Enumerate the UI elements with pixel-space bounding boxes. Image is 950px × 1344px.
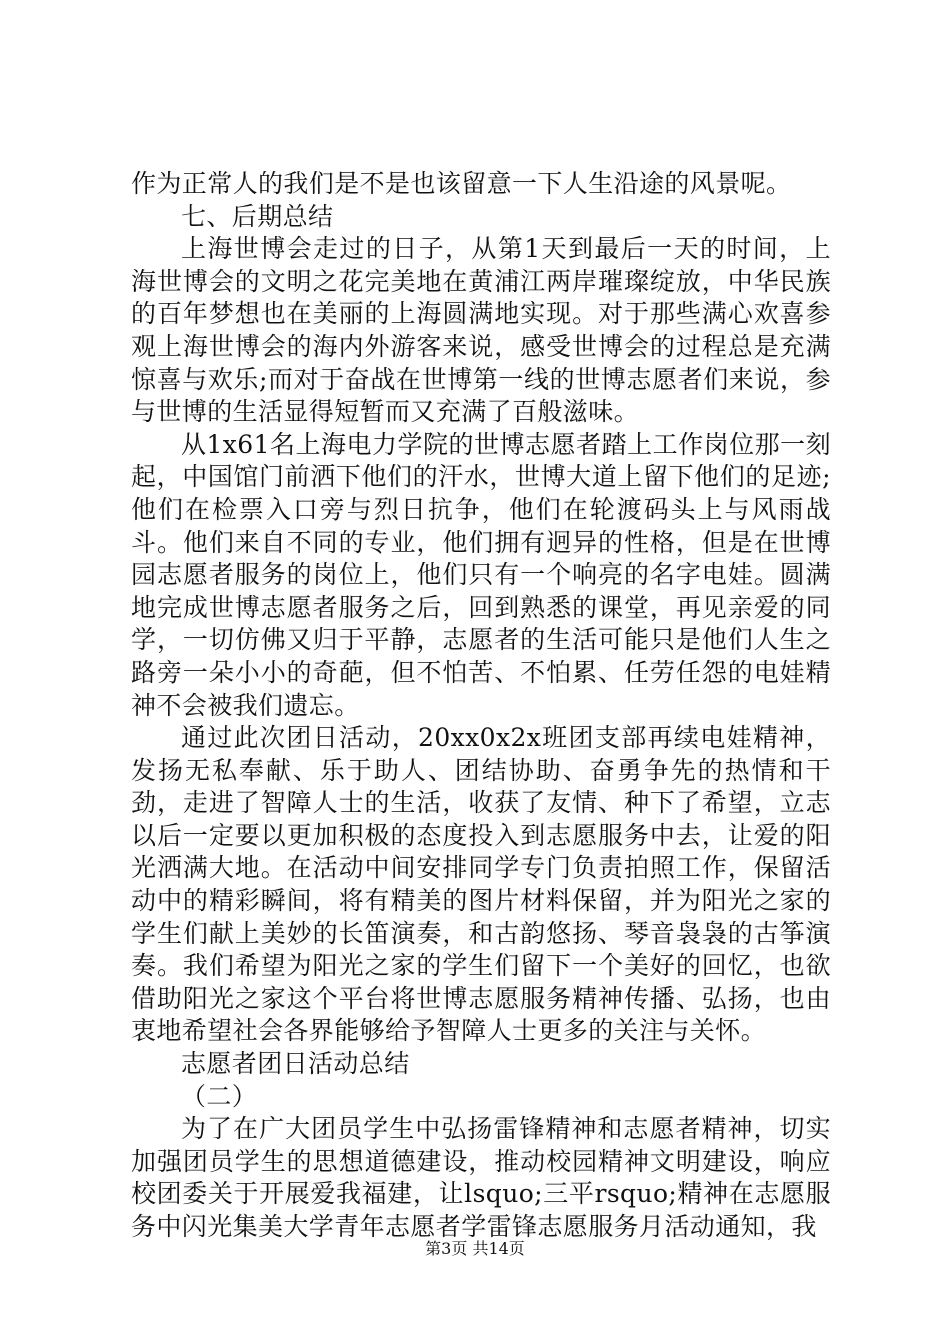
paragraph-continuation: 作为正常人的我们是不是也该留意一下人生沿途的风景呢。	[131, 169, 792, 198]
paragraph-team-day: 通过此次团日活动，20xx0x2x班团支部再续电娃精神，发扬无私奉献、乐于助人、团结协助、奋勇争先的热情和干劲，走进了智障人士的生活，收获了友情、种下了希望，立志以后一定要以更加积极的态度投入到志愿服务中去，让爱的阳光洒满大地。在活动中间安排同学专门负责拍照工作，保留活动中的精彩瞬间，将有精美的图片材料保留，并为阳光之家的学生们献上美妙的长笛演奏，和古韵悠扬、琴音袅袅的古筝演奏。我们希望为阳光之家的学生们留下一个美好的回忆，也欲借助阳光之家这个平台将世博志愿服务精神传播、弘扬，也由衷地希望社会各界能够给予智障人士更多的关注与关怀。	[131, 723, 831, 1046]
section-heading-summary: 七、后期总结	[181, 201, 334, 231]
document-body	[131, 168, 831, 1244]
page-number-footer: 第3页 共14页	[425, 1239, 525, 1258]
paragraph-volunteers: 从1x61名上海电力学院的世博志愿者踏上工作岗位那一刻起，中国馆门前洒下他们的汗水，世博大道上留下他们的足迹;他们在检票入口旁与烈日抗争，他们在轮渡码头上与风雨战斗。他们来自不同的专业，他们拥有迥异的性格，但是在世博园志愿者服务的岗位上，他们只有一个响亮的名字电娃。圆满地完成世博志愿者服务之后，回到熟悉的课堂，再见亲爱的同学，一切仿佛又归于平静，志愿者的生活可能只是他们人生之路旁一朵小小的奇葩，但不怕苦、不怕累、任劳任怨的电娃精神不会被我们遗忘。	[131, 429, 831, 720]
paragraph-lei-feng: 为了在广大团员学生中弘扬雷锋精神和志愿者精神，切实加强团员学生的思想道德建设，推动校园精神文明建设，响应校团委关于开展爱我福建，让lsquo;三平rsquo;精神在志愿服务中闪光集美大学青年志愿者学雷锋志愿服务月活动通知，我	[131, 1114, 831, 1241]
paragraph-expo: 上海世博会走过的日子，从第1天到最后一天的时间，上海世博会的文明之花完美地在黄浦江两岸璀璨绽放，中华民族的百年梦想也在美丽的上海圆满地实现。对于那些满心欢喜参观上海世博会的海内外游客来说，感受世博会的过程总是充满惊喜与欢乐;而对于奋战在世博第一线的世博志愿者们来说，参与世博的生活显得短暂而又充满了百般滋味。	[131, 234, 831, 427]
section-heading-part-two: （二）	[181, 1081, 258, 1111]
section-heading-title: 志愿者团日活动总结	[181, 1049, 410, 1079]
